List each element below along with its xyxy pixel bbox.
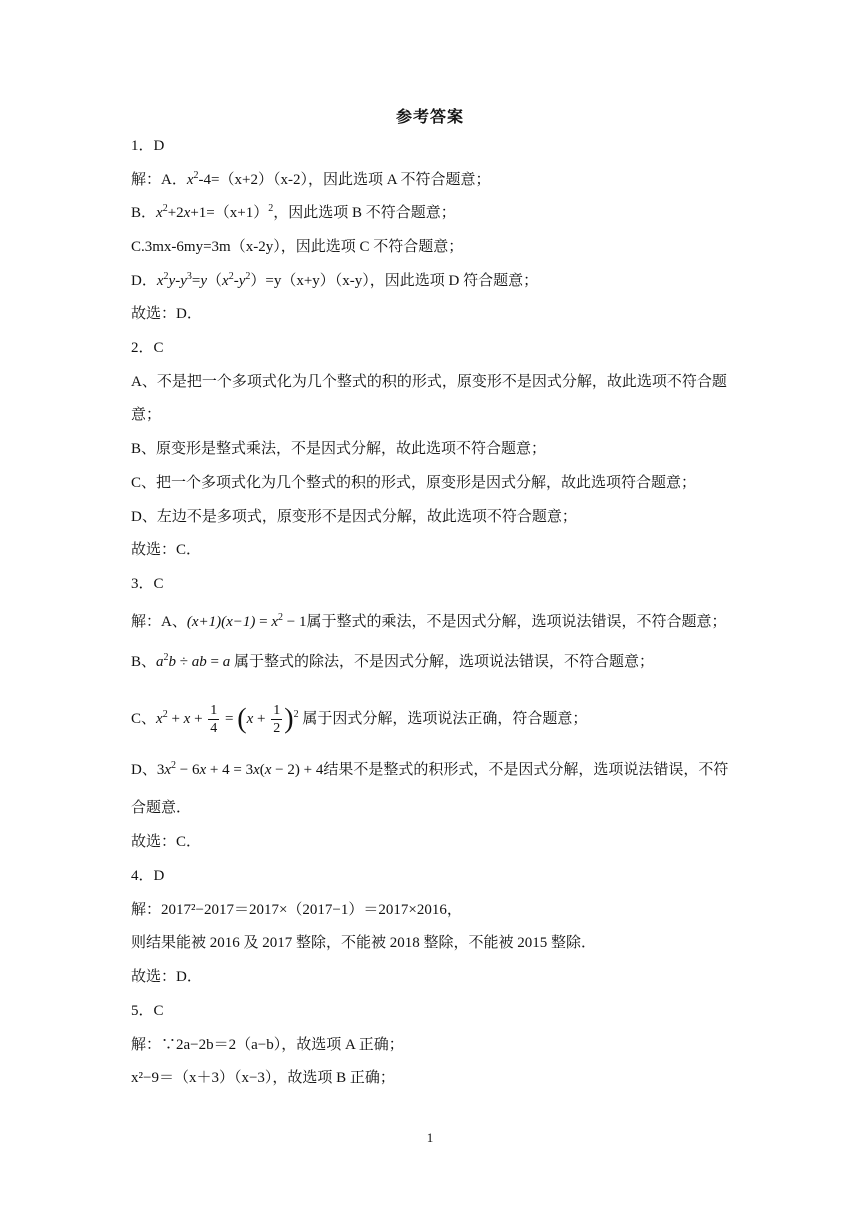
q2-option-b: B、原变形是整式乘法，不是因式分解，故此选项不符合题意； xyxy=(131,441,547,457)
q3-option-c: C、$x^2 + x$ + $\frac{1}{4}$ = (x + $\frac{1}{2}$ )$^2$ 属于因式分解，选项说法正确，符合题意； xyxy=(131,703,588,736)
q3-option-d-cont: 合题意． xyxy=(131,800,192,816)
q3-answer: 3．C xyxy=(131,576,164,592)
page-title: 参考答案 xyxy=(395,109,464,126)
q1-answer: 1．D xyxy=(131,138,165,154)
q4-solution-cont: 则结果能被 2016 及 2017 整除，不能被 2018 整除，不能被 2015 整除． xyxy=(131,935,597,951)
page-number: 1 xyxy=(426,1130,434,1145)
q5-solution: 解：∵2a−2b＝2（a−b），故选项 A 正确； xyxy=(131,1037,404,1053)
q3-option-b: B、$a^2b$ ÷ ab = a 属于整式的除法，不是因式分解，选项说法错误，不符合题意； xyxy=(131,652,654,670)
q1-option-a: 解：A．$x^2-4=(x+2)(x-2)$，因此选项 A 不符合题意； xyxy=(131,170,491,188)
q2-option-a-cont: 意； xyxy=(131,407,162,423)
q2-answer: 2．C xyxy=(131,340,164,356)
q2-conclusion: 故选：C． xyxy=(131,542,202,558)
q3-conclusion: 故选：C． xyxy=(131,834,202,850)
q4-solution: 解：2017²−2017＝2017×（2017−1）＝2017×2016， xyxy=(131,902,462,918)
q2-option-c: C、把一个多项式化为几个整式的积的形式，原变形是因式分解，故此选项符合题意； xyxy=(131,475,697,491)
q4-answer: 4．D xyxy=(131,868,165,884)
q3-option-a: 解：A、$(x+1)(x-1) = x^2 - 1$属于整式的乘法，不是因式分解，选项说法错误，不符合题意； xyxy=(131,612,727,630)
q1-conclusion: 故选：D． xyxy=(131,306,202,322)
q1-option-c: C.3mx-6my=3m（x-2y），因此选项 C 不符合题意； xyxy=(131,239,464,255)
q3-option-d: D、$3x^2 - 6x + 4 = 3x(x - 2) + 4$结果不是整式的积形式，不是因式分解，选项说法错误，不符 xyxy=(131,760,729,778)
q4-conclusion: 故选：D． xyxy=(131,969,202,985)
q5-answer: 5．C xyxy=(131,1003,164,1019)
q1-option-b: B．$x^2+2x+1=(x+1)^2$，因此选项 B 不符合题意； xyxy=(131,203,456,221)
q1-option-d: D．$x^2y-y^3=y(x^2-y^2)=y(x+y)(x-y)$，因此选项 D 符合题意； xyxy=(131,271,539,289)
q2-option-a: A、不是把一个多项式化为几个整式的积的形式，原变形不是因式分解，故此选项不符合题 xyxy=(131,374,727,390)
q2-option-d: D、左边不是多项式，原变形不是因式分解，故此选项不符合题意； xyxy=(131,509,577,525)
q5-solution-cont: x²−9＝（x＋3）（x−3），故选项 B 正确； xyxy=(131,1070,395,1086)
